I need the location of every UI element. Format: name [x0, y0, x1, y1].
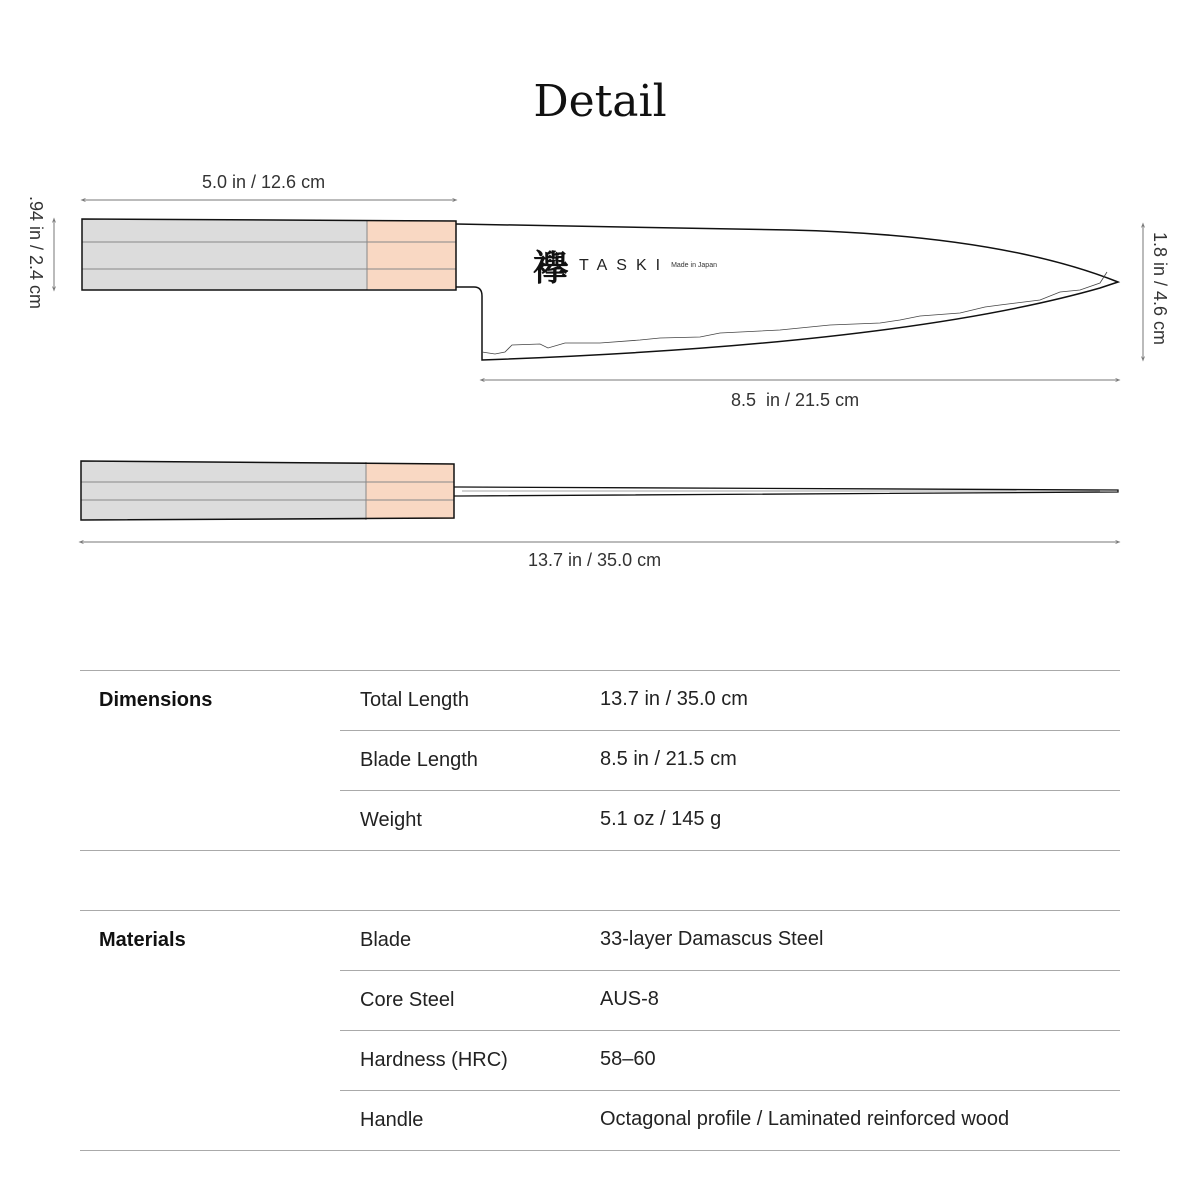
logo-brand: TASKI: [579, 256, 670, 274]
knife-top-view: [81, 461, 1118, 520]
spec-key: Handle: [360, 1109, 424, 1131]
spec-value: Octagonal profile / Laminated reinforced wood: [600, 1108, 1010, 1130]
spec-key: Core Steel: [360, 989, 455, 1011]
page-title: Detail: [533, 76, 667, 127]
table-row: [80, 970, 1120, 1030]
table-row: [80, 1030, 1120, 1090]
handle-length-label: 5.0 in / 12.6 cm: [202, 172, 326, 192]
logo-tagline: Made in Japan: [671, 262, 717, 269]
total-length-label: 13.7 in / 35.0 cm: [528, 550, 662, 570]
table-row: [80, 730, 1120, 790]
blade-length-label: 8.5 in / 21.5 cm: [731, 390, 860, 410]
spec-key: Weight: [360, 809, 422, 831]
handle-height-label: .94 in / 2.4 cm: [26, 196, 46, 310]
blade-height-label: 1.8 in / 4.6 cm: [1150, 232, 1170, 346]
spec-value: 58–60: [600, 1048, 656, 1070]
spec-key: Blade Length: [360, 749, 478, 771]
divider: [80, 850, 1120, 851]
spec-section-materials: [80, 910, 1120, 1150]
table-row: [80, 790, 1120, 850]
spec-key: Hardness (HRC): [360, 1049, 508, 1071]
spec-value: 13.7 in / 35.0 cm: [600, 688, 748, 710]
section-label: Dimensions: [99, 689, 213, 711]
spec-key: Blade: [360, 929, 412, 951]
spec-value: 33-layer Damascus Steel: [600, 928, 824, 950]
table-row: [80, 1090, 1120, 1150]
table-row: [80, 670, 1120, 730]
spec-key: Total Length: [360, 689, 469, 711]
logo: [533, 240, 717, 291]
spec-value: 8.5 in / 21.5 cm: [600, 748, 737, 770]
ferrule: [367, 221, 456, 289]
table-row: [80, 910, 1120, 970]
spec-section-dimensions: [80, 670, 1120, 850]
section-label: Materials: [99, 929, 186, 951]
handle: [82, 220, 367, 290]
divider: [80, 1150, 1120, 1151]
spec-value: 5.1 oz / 145 g: [600, 808, 722, 830]
spec-value: AUS-8: [600, 988, 659, 1010]
logo-mark: 襷: [533, 247, 570, 289]
